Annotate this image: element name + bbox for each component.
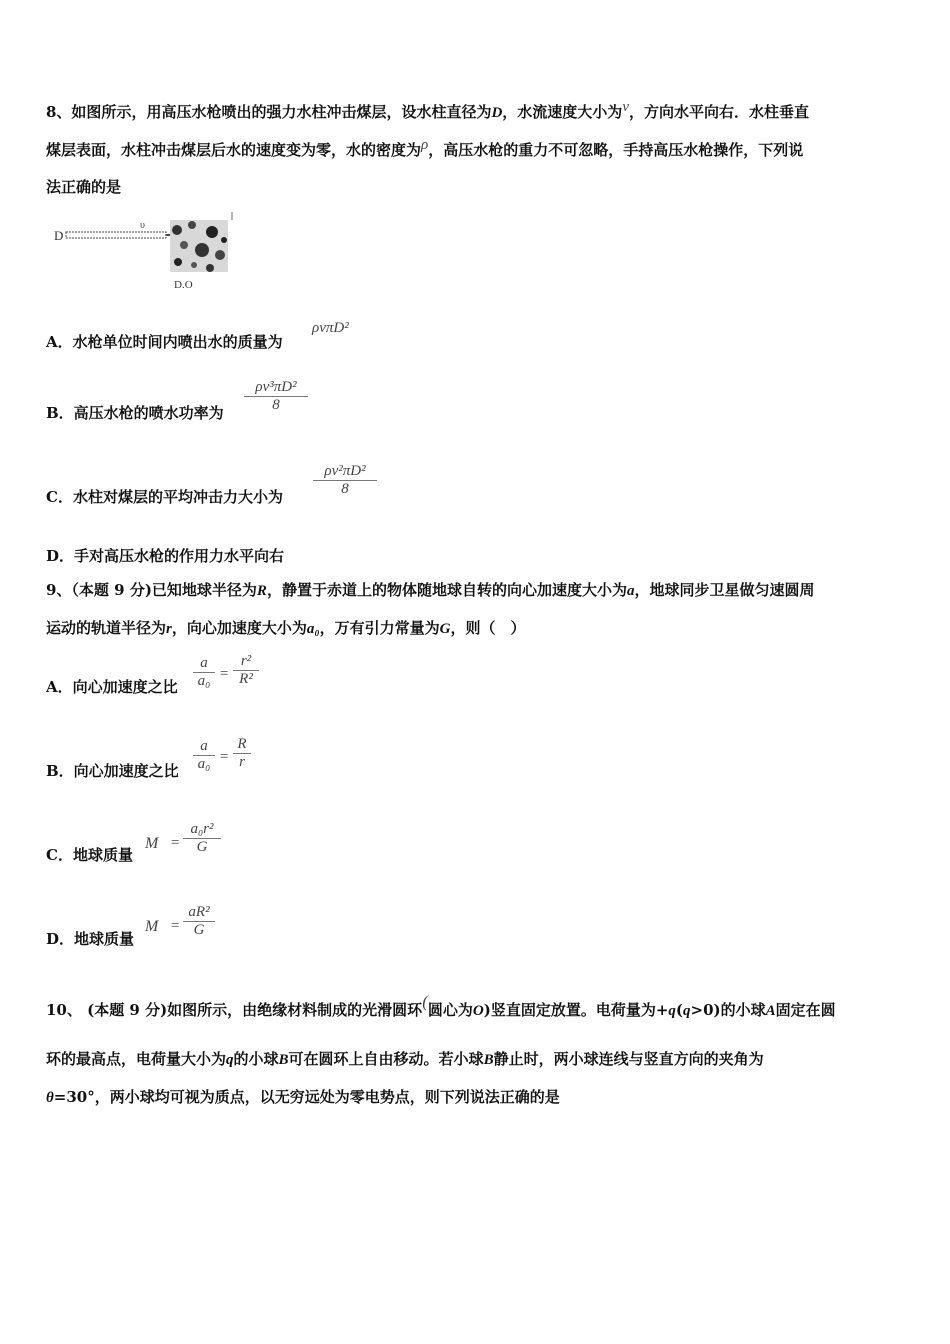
q8-option-c-den: 8 <box>341 481 349 497</box>
q9-d-num: aR² <box>188 904 210 920</box>
q9-a-lden: a₀ <box>197 673 211 689</box>
q8-option-c-fraction <box>313 463 377 498</box>
figure-label-bottom: D.O <box>174 279 193 291</box>
q10-line-3 <box>46 1087 560 1108</box>
q10-var-B: B <box>278 1052 289 1068</box>
q10-text-2d: 静止时，两小球连线与竖直方向的夹角为 <box>493 1050 764 1068</box>
q10-text-1e: >0)的小球 <box>690 1001 766 1019</box>
q10-line-2 <box>46 1049 764 1070</box>
q9-option-b: B．向心加速度之比 <box>46 762 179 780</box>
q8-option-c: C．水柱对煤层的平均冲击力大小为 <box>46 488 283 506</box>
q10-text-1d: ( <box>675 1001 683 1019</box>
q8-text-2a: 煤层表面，水柱冲击煤层后水的速度变为零，水的密度为 <box>46 141 422 159</box>
q8-option-b-num: ρv³πD² <box>255 379 297 395</box>
q9-a-rnum: r² <box>240 653 252 669</box>
q10-text-1f: 固定在圆 <box>775 1001 836 1019</box>
q9-d-lhs: M <box>145 918 159 935</box>
q10-text-2b: 的小球 <box>233 1050 279 1068</box>
figure-label-v: υ <box>140 220 145 231</box>
q10-text-1c: )竖直固定放置。电荷量为+ <box>483 1001 669 1019</box>
q8-line-3: 法正确的是 <box>46 178 122 196</box>
q10-var-q2: q <box>683 1003 691 1019</box>
q8-line-2 <box>46 137 804 161</box>
q10-text-2c: 可在圆环上自由移动。若小球 <box>288 1050 484 1068</box>
q8-option-a <box>46 332 283 352</box>
q10-var-q3: q <box>226 1052 234 1068</box>
q9-text-1a: 9、（本题 9 分)已知地球半径为 <box>46 581 257 599</box>
q10-text-1a: 10、 (本题 9 分)如图所示，由绝缘材料制成的光滑圆环 <box>46 1001 423 1019</box>
q9-text-2d: ，则（ ） <box>450 619 526 637</box>
q9-text-2a: 运动的轨道半径为 <box>46 619 167 637</box>
q9-b-lnum: a <box>200 738 208 754</box>
q9-a-lnum: a <box>200 655 208 671</box>
q9-var-G: G <box>439 621 451 637</box>
q9-line-1 <box>46 580 814 601</box>
q8-option-a-label: A．水枪单位时间内喷出水的质量为 <box>46 333 283 351</box>
q10-var-B2: B <box>483 1052 494 1068</box>
q8-line-1 <box>46 99 809 123</box>
q9-var-a: a <box>626 583 635 599</box>
q8-option-b-fraction <box>244 379 308 414</box>
q10-text-1b: 圆心为 <box>427 1001 473 1019</box>
q9-var-R: R <box>256 583 267 599</box>
q9-d-eq: = <box>170 918 181 934</box>
q9-option-b-lhs <box>193 738 215 773</box>
q9-b-lden: a₀ <box>197 756 211 772</box>
q9-c-lhs: M <box>145 835 159 852</box>
q9-text-1c: ，地球同步卫星做匀速圆周 <box>634 581 815 599</box>
q8-option-b: B．高压水枪的喷水功率为 <box>46 404 224 422</box>
q8-var-rho: ρ <box>421 137 429 153</box>
q8-text-1c: ，方向水平向右．水柱垂直 <box>628 103 809 121</box>
q9-text-2b: ，向心加速度大小为 <box>171 619 307 637</box>
q9-text-2c: ，万有引力常量为 <box>319 619 440 637</box>
q9-line-2 <box>46 618 525 639</box>
q9-a-eq: = <box>219 666 230 682</box>
q8-text-1b: ，水流速度大小为 <box>502 103 623 121</box>
q9-option-a-lhs <box>193 655 215 690</box>
figure-label-D: D <box>54 228 64 243</box>
q9-option-d-fraction <box>183 904 215 939</box>
q9-c-num: a₀r² <box>190 821 214 837</box>
q8-text-1a: 8、如图所示，用高压水枪喷出的强力水柱冲击煤层，设水柱直径为 <box>46 103 492 121</box>
q9-c-den: G <box>196 839 208 855</box>
q8-option-b-den: 8 <box>272 397 280 413</box>
q9-a-rden: R² <box>239 671 253 687</box>
q10-paren: ( <box>422 992 428 1011</box>
q9-var-a0: a₀ <box>306 621 320 637</box>
q9-text-1b: ，静置于赤道上的物体随地球自转的向心加速度大小为 <box>266 581 627 599</box>
q9-b-rnum: R <box>237 736 247 752</box>
q10-var-q1: q <box>668 1003 676 1019</box>
q10-text-2a: 环的最高点，电荷量大小为 <box>46 1050 227 1068</box>
q9-option-c: C．地球质量 <box>46 846 133 864</box>
q8-figure <box>52 210 242 292</box>
q9-option-a: A．向心加速度之比 <box>46 678 178 696</box>
q10-text-3a: =30°，两小球均可视为质点，以无穷远处为零电势点，则下列说法正确的是 <box>53 1088 560 1106</box>
q9-b-rden: r <box>239 754 245 770</box>
q8-option-d: D．手对高压水枪的作用力水平向右 <box>46 547 285 565</box>
coal-layer <box>170 220 228 272</box>
water-gun-barrel <box>66 232 166 238</box>
q9-d-den: G <box>193 922 205 938</box>
q9-b-eq: = <box>219 749 230 765</box>
q8-option-a-formula: ρvπD² <box>312 320 349 336</box>
q10-var-theta: θ <box>46 1090 54 1106</box>
q8-var-v: v <box>622 99 629 115</box>
q8-var-D: D <box>491 105 503 121</box>
q10-line-1 <box>46 992 836 1021</box>
q8-option-c-num: ρv²πD² <box>324 463 366 479</box>
q9-c-eq: = <box>170 835 181 851</box>
q8-text-2b: ，高压水枪的重力不可忽略，手持高压水枪操作，下列说 <box>428 141 804 159</box>
q10-var-O: O <box>472 1003 484 1019</box>
q9-option-b-rhs <box>233 736 251 771</box>
q9-var-r: r <box>166 621 172 637</box>
q9-option-a-rhs <box>233 653 259 688</box>
q10-var-A: A <box>765 1003 776 1019</box>
q9-option-d: D．地球质量 <box>46 930 135 948</box>
q9-option-c-fraction <box>183 821 221 856</box>
